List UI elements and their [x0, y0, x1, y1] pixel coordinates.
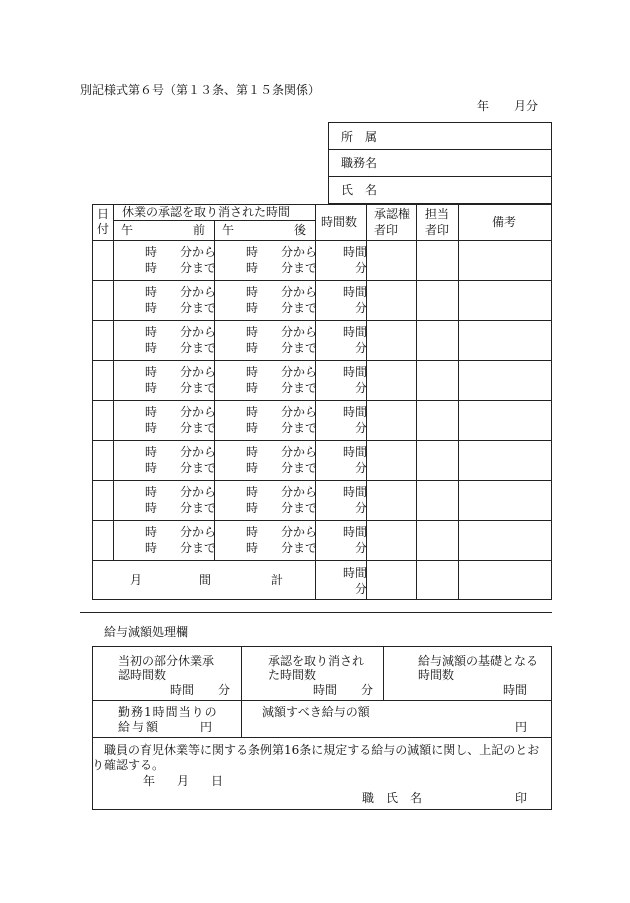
row-am-until-min: 分まで — [180, 541, 217, 555]
row-divider — [92, 400, 552, 401]
row-pm-until-min: 分まで — [281, 461, 318, 475]
statement-line-2: り確認する。 — [92, 758, 165, 772]
confirm-day: 日 — [211, 774, 224, 788]
row-am-until-min: 分まで — [180, 261, 217, 275]
initial-partial-1: 当初の部分休業承 — [118, 654, 215, 668]
amount-to-reduce-label: 減額すべき給与の額 — [262, 705, 370, 719]
row-pm-from-hour: 時 — [246, 445, 259, 459]
row-pm-until-hour: 時 — [246, 421, 259, 435]
am-label-1: 午 — [121, 223, 134, 237]
row-am-until-hour: 時 — [145, 541, 158, 555]
row-pm-from-min: 分から — [281, 445, 318, 459]
row-pm-until-min: 分まで — [281, 381, 318, 395]
row-am-until-min: 分まで — [180, 421, 217, 435]
pm-label-2: 後 — [294, 223, 307, 237]
total-hours: 時間 — [343, 566, 368, 580]
basis-1: 給与減額の基礎となる — [418, 654, 539, 668]
total-minutes: 分 — [355, 582, 368, 596]
row-minutes: 分 — [355, 501, 368, 515]
initial-minutes-unit: 分 — [218, 683, 231, 697]
total-between: 間 — [199, 573, 212, 587]
row-pm-from-min: 分から — [281, 245, 318, 259]
row-hours: 時間 — [343, 285, 368, 299]
row-divider — [92, 280, 552, 281]
row-am-from-min: 分から — [180, 445, 217, 459]
row-am-until-hour: 時 — [145, 461, 158, 475]
row-am-from-min: 分から — [180, 485, 217, 499]
row-pm-until-hour: 時 — [246, 541, 259, 555]
row-hours: 時間 — [343, 485, 368, 499]
cancelled-approved-1: 承認を取り消され — [268, 654, 365, 668]
confirm-year: 年 — [143, 774, 156, 788]
row-am-from-min: 分から — [180, 245, 217, 259]
row-pm-from-hour: 時 — [246, 245, 259, 259]
total-month: 月 — [130, 573, 143, 587]
row-minutes: 分 — [355, 341, 368, 355]
row-pm-from-min: 分から — [281, 485, 318, 499]
cancelled-minutes-unit: 分 — [361, 683, 374, 697]
initial-hours-unit: 時間 — [170, 683, 195, 697]
hourly-wage-2: 給与額 — [118, 720, 161, 734]
row-pm-from-hour: 時 — [246, 525, 259, 539]
col-day-bottom: 付 — [97, 222, 110, 236]
total-sum: 計 — [271, 573, 284, 587]
row-pm-from-hour: 時 — [246, 405, 259, 419]
basis-hours-unit: 時間 — [503, 683, 528, 697]
row-pm-until-min: 分まで — [281, 261, 318, 275]
row-am-from-min: 分から — [180, 405, 217, 419]
row-am-from-hour: 時 — [145, 365, 158, 379]
row-pm-from-min: 分から — [281, 405, 318, 419]
row-am-until-min: 分まで — [180, 501, 217, 515]
amount-yen: 円 — [515, 720, 528, 734]
hourly-wage-1: 勤務1時間当りの — [118, 705, 218, 719]
row-pm-from-hour: 時 — [246, 285, 259, 299]
col-remarks: 備考 — [492, 215, 517, 229]
row-am-from-min: 分から — [180, 525, 217, 539]
row-am-from-min: 分から — [180, 285, 217, 299]
col-staff-1: 担当 — [425, 207, 450, 221]
row-divider — [92, 320, 552, 321]
col-day-top: 日 — [97, 207, 110, 221]
row-pm-until-hour: 時 — [246, 301, 259, 315]
col-hours: 時間数 — [321, 215, 358, 229]
row-minutes: 分 — [355, 421, 368, 435]
row-pm-until-hour: 時 — [246, 381, 259, 395]
row-pm-until-hour: 時 — [246, 501, 259, 515]
name-label: 氏 名 — [341, 183, 378, 197]
row-hours: 時間 — [343, 405, 368, 419]
row-am-until-hour: 時 — [145, 261, 158, 275]
row-divider — [92, 520, 552, 521]
row-am-until-min: 分まで — [180, 301, 217, 315]
row-divider — [92, 440, 552, 441]
row-pm-until-min: 分まで — [281, 341, 318, 355]
row-am-from-hour: 時 — [145, 325, 158, 339]
row-minutes: 分 — [355, 301, 368, 315]
row-hours: 時間 — [343, 365, 368, 379]
row-hours: 時間 — [343, 245, 368, 259]
row-divider — [92, 480, 552, 481]
row-am-until-hour: 時 — [145, 341, 158, 355]
row-pm-until-hour: 時 — [246, 341, 259, 355]
staff-name-label: 職 氏 名 — [362, 791, 423, 805]
row-pm-until-hour: 時 — [246, 261, 259, 275]
row-am-until-hour: 時 — [145, 421, 158, 435]
department-label: 所 属 — [341, 130, 378, 144]
row-pm-until-min: 分まで — [281, 301, 318, 315]
confirm-month: 月 — [177, 774, 190, 788]
row-pm-from-min: 分から — [281, 325, 318, 339]
section-divider — [80, 612, 552, 613]
hourly-wage-yen: 円 — [200, 720, 213, 734]
col-staff-2: 者印 — [425, 223, 450, 237]
row-am-from-min: 分から — [180, 325, 217, 339]
row-pm-until-hour: 時 — [246, 461, 259, 475]
form-title: 別記様式第６号（第１３条、第１５条関係） — [80, 83, 321, 97]
row-minutes: 分 — [355, 381, 368, 395]
date-month-label: 月分 — [514, 99, 539, 113]
row-am-from-min: 分から — [180, 365, 217, 379]
position-label: 職務名 — [341, 156, 378, 170]
pm-label-1: 午 — [222, 223, 235, 237]
cancelled-hours-title: 休業の承認を取り消された時間 — [122, 205, 291, 219]
row-pm-from-min: 分から — [281, 525, 318, 539]
row-minutes: 分 — [355, 261, 368, 275]
am-label-2: 前 — [193, 223, 206, 237]
col-approver-1: 承認権 — [374, 207, 411, 221]
row-minutes: 分 — [355, 461, 368, 475]
row-am-from-hour: 時 — [145, 445, 158, 459]
row-pm-until-min: 分まで — [281, 501, 318, 515]
row-hours: 時間 — [343, 525, 368, 539]
row-hours: 時間 — [343, 325, 368, 339]
row-am-until-hour: 時 — [145, 301, 158, 315]
row-am-from-hour: 時 — [145, 485, 158, 499]
initial-partial-2: 認時間数 — [118, 668, 167, 682]
row-am-from-hour: 時 — [145, 525, 158, 539]
basis-2: 時間数 — [418, 668, 455, 682]
row-am-until-min: 分まで — [180, 381, 217, 395]
statement-line-1: 職員の育児休業等に関する条例第16条に規定する給与の減額に関し、上記のとお — [104, 743, 540, 757]
row-pm-from-min: 分から — [281, 365, 318, 379]
cancelled-approved-2: た時間数 — [268, 668, 317, 682]
row-am-until-min: 分まで — [180, 341, 217, 355]
cancelled-hours-table — [92, 204, 552, 600]
reduction-section-title: 給与減額処理欄 — [104, 625, 189, 639]
row-divider — [92, 360, 552, 361]
row-pm-from-hour: 時 — [246, 485, 259, 499]
row-pm-until-min: 分まで — [281, 421, 318, 435]
row-am-until-min: 分まで — [180, 461, 217, 475]
date-year-label: 年 — [477, 99, 490, 113]
row-am-from-hour: 時 — [145, 405, 158, 419]
row-am-from-hour: 時 — [145, 285, 158, 299]
row-hours: 時間 — [343, 445, 368, 459]
row-pm-from-hour: 時 — [246, 365, 259, 379]
seal-label: 印 — [515, 791, 528, 805]
row-pm-from-hour: 時 — [246, 325, 259, 339]
col-approver-2: 者印 — [374, 223, 399, 237]
row-am-from-hour: 時 — [145, 245, 158, 259]
row-pm-from-min: 分から — [281, 285, 318, 299]
row-am-until-hour: 時 — [145, 501, 158, 515]
row-pm-until-min: 分まで — [281, 541, 318, 555]
cancelled-hours-unit: 時間 — [313, 683, 338, 697]
row-am-until-hour: 時 — [145, 381, 158, 395]
row-minutes: 分 — [355, 541, 368, 555]
